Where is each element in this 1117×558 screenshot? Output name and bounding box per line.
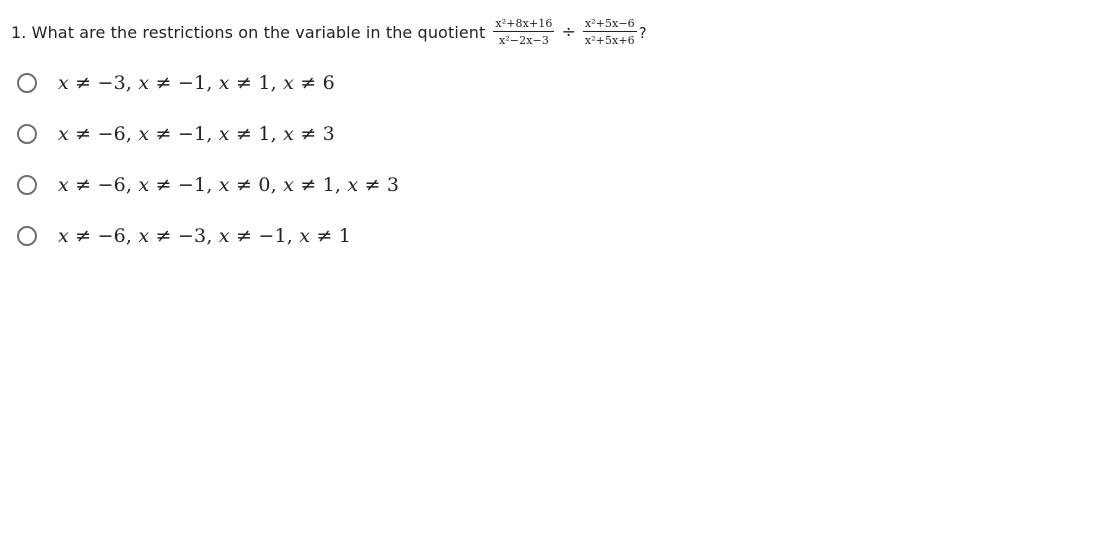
answer-option-2[interactable]	[17, 121, 399, 146]
answer-options	[17, 70, 399, 274]
question-mark: ?	[638, 24, 647, 42]
fraction-left-denominator: x²−2x−3	[498, 34, 549, 47]
fraction-right-denominator: x²+5x+6	[584, 34, 635, 47]
radio-button-2[interactable]	[17, 124, 37, 144]
question-prompt	[11, 12, 647, 52]
answer-option-label: 𝑥 ≠ −6, 𝑥 ≠ −3, 𝑥 ≠ −1, 𝑥 ≠ 1	[58, 224, 352, 247]
fraction-right	[583, 18, 637, 46]
question-text: 1. What are the restrictions on the variable in the quotient	[11, 22, 486, 42]
radio-button-1[interactable]	[17, 73, 37, 93]
fraction-left	[493, 18, 554, 46]
radio-button-3[interactable]	[17, 175, 37, 195]
answer-option-label: 𝑥 ≠ −6, 𝑥 ≠ −1, 𝑥 ≠ 0, 𝑥 ≠ 1, 𝑥 ≠ 3	[58, 173, 400, 196]
answer-option-4[interactable]	[17, 223, 399, 248]
answer-option-label: 𝑥 ≠ −3, 𝑥 ≠ −1, 𝑥 ≠ 1, 𝑥 ≠ 6	[58, 71, 335, 94]
division-operator: ÷	[561, 22, 576, 42]
radio-button-4[interactable]	[17, 226, 37, 246]
fraction-right-numerator: x²+5x−6	[584, 17, 635, 30]
fraction-left-numerator: x²+8x+16	[495, 17, 553, 30]
answer-option-3[interactable]	[17, 172, 399, 197]
answer-option-1[interactable]	[17, 70, 399, 95]
answer-option-label: 𝑥 ≠ −6, 𝑥 ≠ −1, 𝑥 ≠ 1, 𝑥 ≠ 3	[58, 122, 335, 145]
